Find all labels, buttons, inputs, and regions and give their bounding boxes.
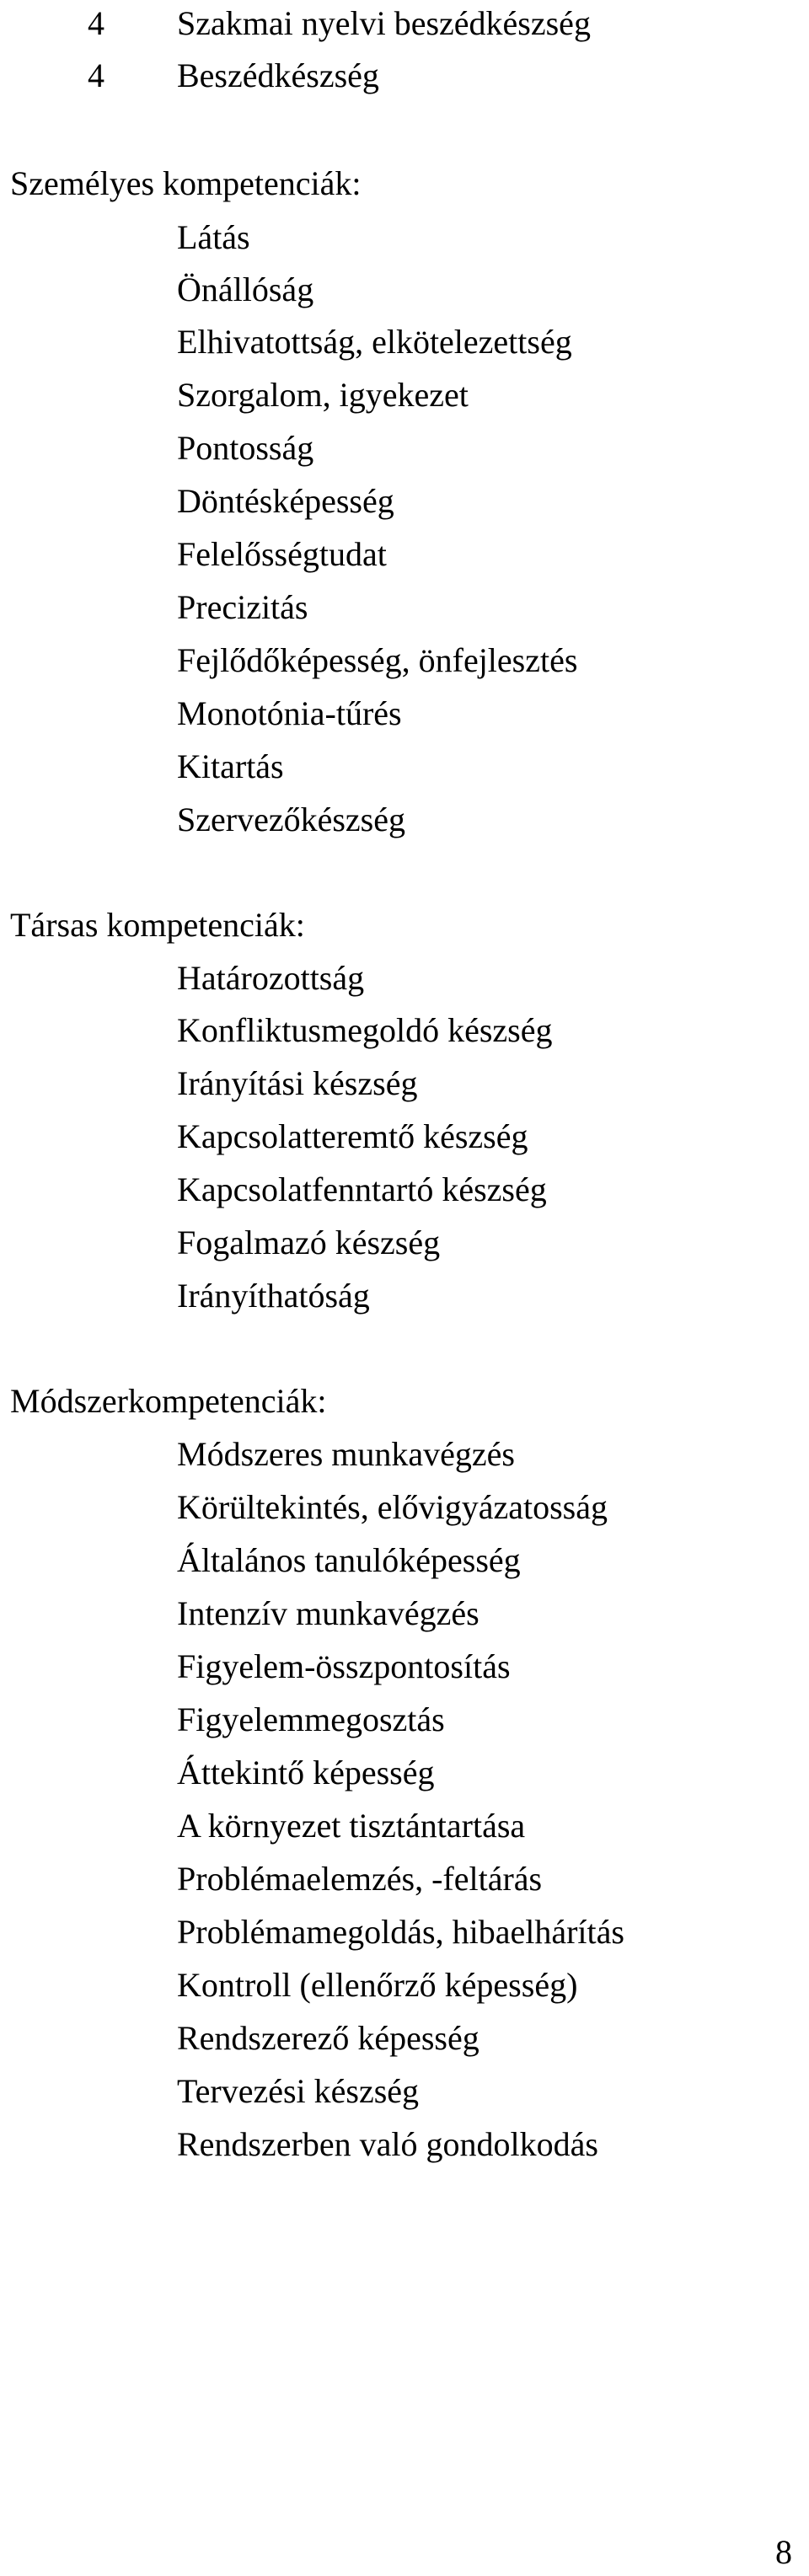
- section-heading-personal: Személyes kompetenciák:: [10, 164, 362, 202]
- list-item: Intenzív munkavégzés: [177, 1594, 480, 1632]
- list-item: Rendszerben való gondolkodás: [177, 2125, 598, 2163]
- list-item: Kontroll (ellenőrző képesség): [177, 1966, 578, 2004]
- list-item: Általános tanulóképesség: [177, 1541, 521, 1579]
- list-item: Kapcsolatfenntartó készség: [177, 1170, 547, 1208]
- list-item: Határozottság: [177, 959, 365, 997]
- list-item: Precizitás: [177, 588, 308, 626]
- list-item: A környezet tisztántartása: [177, 1807, 526, 1845]
- list-item: Irányítási készség: [177, 1064, 418, 1102]
- list-item: Pontosság: [177, 429, 314, 467]
- list-item: Monotónia-tűrés: [177, 694, 402, 732]
- list-item: Konfliktusmegoldó készség: [177, 1011, 553, 1049]
- list-item: Látás: [177, 218, 250, 256]
- list-item: Döntésképesség: [177, 482, 394, 520]
- list-item: Rendszerező képesség: [177, 2019, 480, 2057]
- list-item: Elhivatottság, elkötelezettség: [177, 323, 572, 361]
- list-item: Problémamegoldás, hibaelhárítás: [177, 1913, 624, 1951]
- section-heading-method: Módszerkompetenciák:: [10, 1382, 327, 1420]
- list-item: Körültekintés, elővigyázatosság: [177, 1488, 608, 1526]
- list-item: Kapcsolatteremtő készség: [177, 1117, 528, 1155]
- list-item: Tervezési készség: [177, 2072, 420, 2110]
- list-item: Fejlődőképesség, önfejlesztés: [177, 641, 578, 679]
- list-item: Áttekintő képesség: [177, 1754, 435, 1791]
- list-item: Szorgalom, igyekezet: [177, 376, 469, 414]
- list-item: Kitartás: [177, 747, 284, 785]
- list-item: Szervezőkészség: [177, 801, 405, 838]
- list-item: Fogalmazó készség: [177, 1224, 441, 1261]
- page-number: 8: [775, 2533, 792, 2571]
- skill-level: 4: [88, 4, 104, 42]
- list-item: Felelősségtudat: [177, 535, 387, 573]
- list-item: Módszeres munkavégzés: [177, 1435, 515, 1473]
- list-item: Önállóság: [177, 270, 314, 308]
- skill-name: Beszédkészség: [177, 56, 379, 94]
- list-item: Figyelemmegosztás: [177, 1700, 445, 1738]
- skill-name: Szakmai nyelvi beszédkészség: [177, 4, 591, 42]
- list-item: Irányíthatóság: [177, 1277, 370, 1315]
- section-heading-social: Társas kompetenciák:: [10, 906, 305, 944]
- skill-level: 4: [88, 56, 104, 94]
- list-item: Figyelem-összpontosítás: [177, 1647, 511, 1685]
- list-item: Problémaelemzés, -feltárás: [177, 1860, 543, 1898]
